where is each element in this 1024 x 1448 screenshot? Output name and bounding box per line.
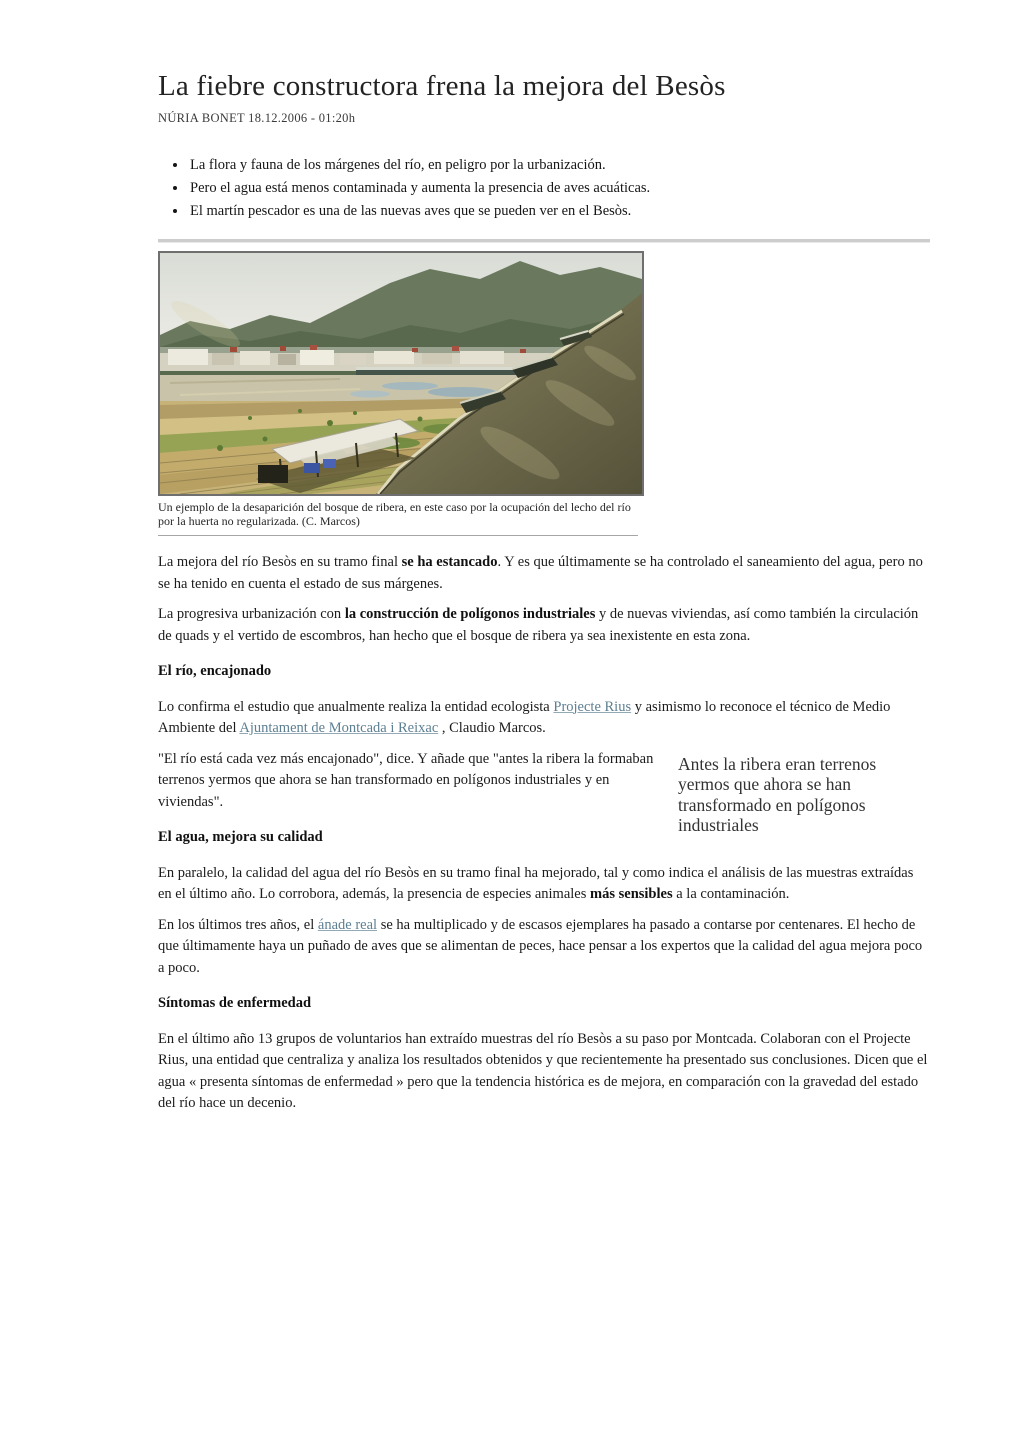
paragraph — [158, 552, 930, 595]
paragraph — [158, 915, 930, 980]
top-divider — [158, 239, 930, 243]
byline: NÚRIA BONET 18.12.2006 - 01:20h — [158, 111, 356, 125]
article-body — [158, 552, 930, 1115]
article-title: La fiebre constructora frena la mejora del Besòs — [158, 70, 726, 102]
pull-quote: Antes la ribera eran terrenos yermos que ahora se han transformado en polígonos industriales — [678, 753, 877, 835]
paragraph — [158, 697, 930, 740]
photo-caption: Un ejemplo de la desaparición del bosque de ribera, en este caso por la ocupación del lecho del río por la huerta no regularizada. (C. Marcos) — [158, 500, 631, 528]
section-heading: El agua, mejora su calidad — [158, 829, 323, 845]
text-run: "El río está cada vez más encajonado", dice. Y añade que "antes la ribera la formaban terrenos yermos que ahora se han transformado en polígonos industriales y en viviendas". — [158, 750, 654, 810]
text-run: Lo confirma el estudio que anualmente realiza la entidad ecologista — [158, 698, 554, 715]
paragraph — [158, 863, 930, 906]
text-run: En paralelo, la calidad del agua del río Besòs en su tramo final ha mejorado, tal y como indica el análisis de las muestras extraídas en el último año. Lo corrobora, además, la presencia de especies animales — [158, 864, 914, 902]
text-run: . Y es que últimamente se ha controlado el saneamiento del agua, pero no se ha tenido en cuenta el estado de sus márgenes. — [158, 554, 923, 592]
section-heading: El río, encajonado — [158, 663, 272, 679]
summary-item: • La flora y fauna de los márgenes del río, en peligro por la urbanización. — [188, 154, 930, 177]
summary-item: • Pero el agua está menos contaminada y aumenta la presencia de aves acuáticas. — [188, 177, 930, 200]
article-figure — [158, 251, 644, 536]
bold-text: se ha estancado — [401, 554, 498, 570]
caption-divider — [158, 535, 638, 536]
article — [158, 0, 930, 1115]
text-run: La mejora del río Besòs en su tramo final — [158, 554, 402, 570]
text-run: En los últimos tres años, el — [158, 916, 318, 933]
text-run: , Claudio Marcos. — [438, 720, 546, 736]
summary-item: • El martín pescador es una de las nuevas aves que se pueden ver en el Besòs. — [188, 200, 930, 223]
inline-link[interactable]: ánade real — [317, 916, 378, 933]
inline-link[interactable]: Projecte Rius — [553, 698, 632, 715]
section-heading: Síntomas de enfermedad — [158, 995, 312, 1011]
bold-text: más sensibles — [590, 886, 673, 902]
text-run: En el último año 13 grupos de voluntarios han extraído muestras del río Besòs a su paso por Montcada. Colaboran con el Projecte Rius, una entidad que centraliza y analiza los resultados obtenidos y que recientemente ha presentado sus conclusiones. Dicen que el agua « presenta síntomas de enfermedad » pero que la tendencia histórica es de mejora, en comparación con la gravedad del estado del río hace un decenio. — [158, 1030, 928, 1111]
bold-text: la construcción de polígonos industriales — [344, 606, 596, 622]
paragraph — [158, 1029, 930, 1115]
text-run: se ha multiplicado y de escasos ejemplares ha pasado a contarse por centenares. El hecho de que últimamente haya un puñado de aves que se alimentan de peces, hace pensar a los expertos que la calidad del agua mejora poco a poco. — [158, 916, 923, 976]
landscape-illustration — [160, 253, 642, 494]
text-run: La progresiva urbanización con — [158, 606, 345, 622]
summary-list — [158, 154, 930, 223]
text-run: y asimismo lo reconoce el técnico de Medio Ambiente del — [158, 698, 891, 736]
text-run: a la contaminación. — [672, 886, 790, 902]
text-run: y de nuevas viviendas, así como también la circulación de quads y el vertido de escombros, han hecho que el bosque de ribera ya sea inexistente en esta zona. — [158, 606, 919, 644]
inline-link[interactable]: Ajuntament de Montcada i Reixac — [239, 720, 439, 736]
article-photo — [158, 251, 644, 496]
paragraph — [158, 604, 930, 647]
